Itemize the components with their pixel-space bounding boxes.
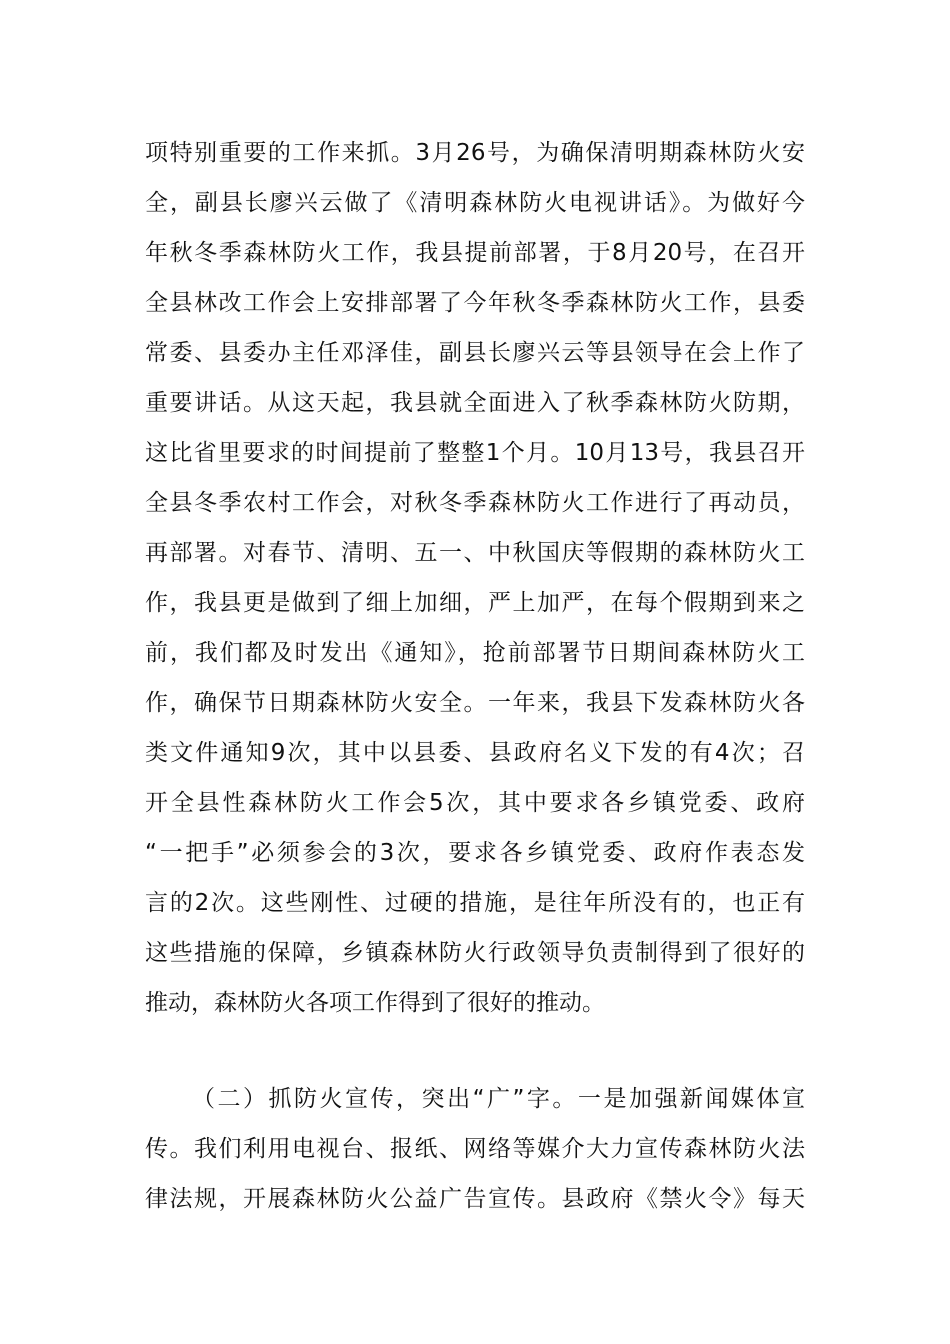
paragraph-1-line-16: 言的2次。这些刚性、过硬的措施，是往年所没有的，也正有 bbox=[145, 890, 805, 916]
paragraph-1-line-11: 前，我们都及时发出《通知》，抢前部署节日期间森林防火工 bbox=[145, 640, 805, 666]
paragraph-2-line-3: 律法规，开展森林防火公益广告宣传。县政府《禁火令》每天 bbox=[145, 1186, 805, 1212]
paragraph-1-line-15: “一把手”必须参会的3次，要求各乡镇党委、政府作表态发 bbox=[145, 840, 805, 866]
paragraph-1-line-5: 常委、县委办主任邓泽佳，副县长廖兴云等县领导在会上作了 bbox=[145, 340, 805, 366]
paragraph-2-line-2: 传。我们利用电视台、报纸、网络等媒介大力宣传森林防火法 bbox=[145, 1136, 805, 1162]
paragraph-1-line-13: 类文件通知9次，其中以县委、县政府名义下发的有4次；召 bbox=[145, 740, 805, 766]
paragraph-1-line-14: 开全县性森林防火工作会5次，其中要求各乡镇党委、政府 bbox=[145, 790, 805, 816]
paragraph-1-line-2: 全，副县长廖兴云做了《清明森林防火电视讲话》。为做好今 bbox=[145, 190, 805, 216]
paragraph-1-line-8: 全县冬季农村工作会，对秋冬季森林防火工作进行了再动员， bbox=[145, 490, 805, 516]
paragraph-1-line-1: 项特别重要的工作来抓。3月26号，为确保清明期森林防火安 bbox=[145, 140, 805, 166]
paragraph-2-line-1: （二）抓防火宣传，突出“广”字。一是加强新闻媒体宣 bbox=[192, 1086, 805, 1112]
paragraph-1-line-10: 作，我县更是做到了细上加细，严上加严，在每个假期到来之 bbox=[145, 590, 805, 616]
paragraph-1-line-18: 推动，森林防火各项工作得到了很好的推动。 bbox=[145, 990, 605, 1016]
paragraph-1-line-4: 全县林改工作会上安排部署了今年秋冬季森林防火工作，县委 bbox=[145, 290, 805, 316]
paragraph-1-line-7: 这比省里要求的时间提前了整整1个月。10月13号，我县召开 bbox=[145, 440, 805, 466]
paragraph-1-line-3: 年秋冬季森林防火工作，我县提前部署，于8月20号，在召开 bbox=[145, 240, 805, 266]
paragraph-1-line-12: 作，确保节日期森林防火安全。一年来，我县下发森林防火各 bbox=[145, 690, 805, 716]
paragraph-1-line-6: 重要讲话。从这天起，我县就全面进入了秋季森林防火防期， bbox=[145, 390, 805, 416]
paragraph-1-line-17: 这些措施的保障，乡镇森林防火行政领导负责制得到了很好的 bbox=[145, 940, 805, 966]
paragraph-1-line-9: 再部署。对春节、清明、五一、中秋国庆等假期的森林防火工 bbox=[145, 540, 805, 566]
